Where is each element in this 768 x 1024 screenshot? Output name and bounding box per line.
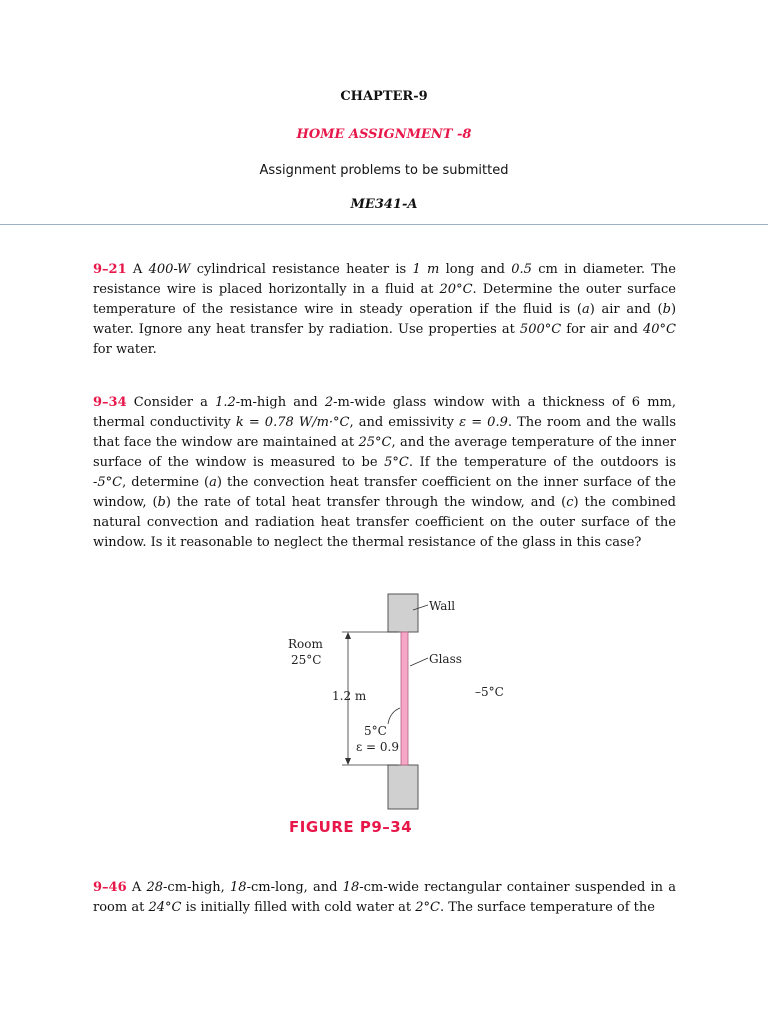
course-code: ME341-A [350,197,418,212]
problem-text: Consider a 1.2-m-high and 2-m-wide glass window with a thickness of 6 mm, thermal conductivity k = 0.78 W/m·°C, and emissivity ε = 0.9. The room and the walls that face the window are maintained at 25°C, and the average temperature of the inner surface of the window is measured to be 5°C. If the temperature of the outdoors is -5°C, determine (a) the convection heat transfer coefficient on the inner surface of the window, (b) the rate of total heat transfer through the window, and (c) the combined natural convection and radiation heat transfer coefficient on the outer surface of the window. Is it reasonable to neglect the thermal resistance of the glass in this case? [93,395,676,550]
figure-caption: FIGURE P9–34 [289,818,413,836]
assignment-subtitle: Assignment problems to be submitted [259,163,509,178]
glass-pane [401,632,408,765]
wall-label: Wall [429,599,456,613]
header-divider [0,224,768,225]
arrow-up [345,632,351,639]
wall-top [388,594,418,632]
arrow-down [345,758,351,765]
problem-number: 9–34 [93,395,127,410]
problem-number: 9–46 [93,880,127,895]
room-temperature: 25°C [291,653,322,667]
problem-9-21 [93,260,676,360]
problem-number: 9–21 [93,262,127,277]
room-label: Room [288,637,323,651]
chapter-title: CHAPTER-9 [340,89,428,104]
problem-9-34 [93,393,676,553]
glass-leader [410,658,428,666]
glass-label: Glass [429,652,462,666]
surface-leader [388,708,400,724]
problem-9-46 [93,878,676,918]
emissivity-label: ε = 0.9 [356,740,399,754]
outside-temperature: –5°C [475,685,504,699]
problem-text: A 28-cm-high, 18-cm-long, and 18-cm-wide rectangular container suspended in a room at 24°C is initially filled with cold water at 2°C. The surface temperature of the [93,880,677,915]
height-label: 1.2 m [332,689,367,703]
wall-bottom [388,765,418,809]
problem-text: A 400-W cylindrical resistance heater is 1 m long and 0.5 cm in diameter. The resistance wire is placed horizontally in a fluid at 20°C. Determine the outer surface temperature of the resistance wire in steady operation if the fluid is (a) air and (b) water. Ignore any heat transfer by radiation. Use properties at 500°C for air and 40°C for water. [93,262,677,357]
figure-p9-34 [270,588,530,848]
assignment-title: HOME ASSIGNMENT -8 [296,127,472,142]
surface-temperature: 5°C [364,724,387,738]
